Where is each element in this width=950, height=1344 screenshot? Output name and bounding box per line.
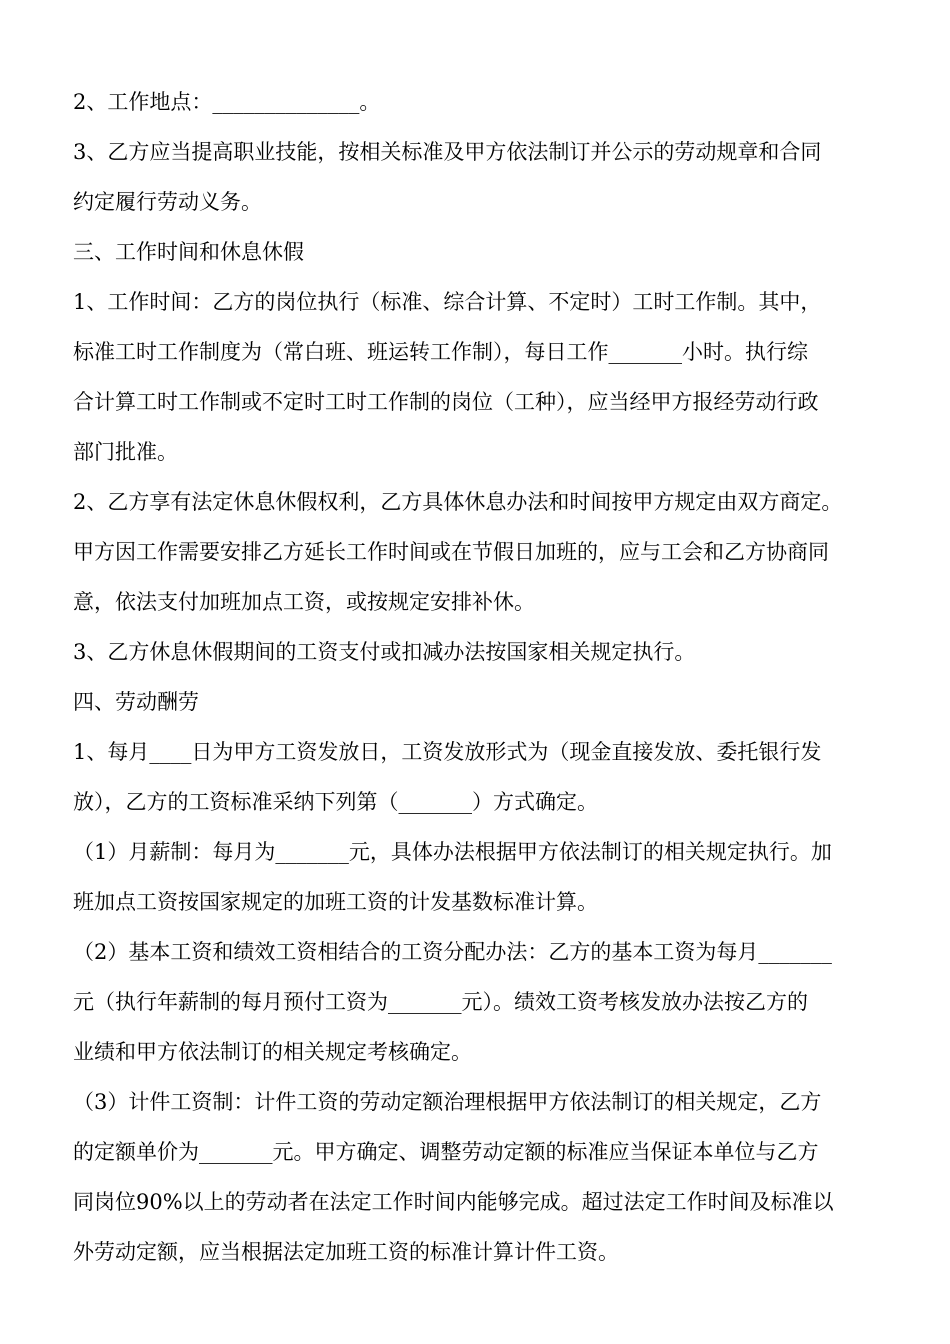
text-line: 的定额单价为_______元。甲方确定、调整劳动定额的标准应当保证本单位与乙方 xyxy=(73,1140,819,1164)
text-line: 1、工作时间：乙方的岗位执行（标准、综合计算、不定时）工时工作制。其中， xyxy=(73,290,822,314)
text-line: 1、每月____日为甲方工资发放日，工资发放形式为（现金直接发放、委托银行发 xyxy=(73,740,822,764)
text-line: 同岗位90%以上的劳动者在法定工作时间内能够完成。超过法定工作时间及标准以 xyxy=(73,1190,834,1214)
section-heading: 三、工作时间和休息休假 xyxy=(73,240,304,264)
text-line: （1）月薪制：每月为_______元，具体办法根据甲方依法制订的相关规定执行。加 xyxy=(73,840,832,864)
text-line: 3、乙方应当提高职业技能，按相关标准及甲方依法制订并公示的劳动规章和合同 xyxy=(73,140,822,164)
text-line: 外劳动定额，应当根据法定加班工资的标准计算计件工资。 xyxy=(73,1240,619,1264)
section-heading: 四、劳动酬劳 xyxy=(73,690,199,714)
text-line: 甲方因工作需要安排乙方延长工作时间或在节假日加班的，应与工会和乙方协商同 xyxy=(73,540,829,564)
text-line: 标准工时工作制度为（常白班、班运转工作制），每日工作_______小时。执行综 xyxy=(73,340,808,364)
text-line: 放），乙方的工资标准采纳下列第（_______）方式确定。 xyxy=(73,790,598,814)
text-line: 3、乙方休息休假期间的工资支付或扣减办法按国家相关规定执行。 xyxy=(73,640,696,664)
text-line: 意，依法支付加班加点工资，或按规定安排补休。 xyxy=(73,590,535,614)
text-line: （3）计件工资制：计件工资的劳动定额治理根据甲方依法制订的相关规定，乙方 xyxy=(73,1090,822,1114)
text-line: 约定履行劳动义务。 xyxy=(73,190,262,214)
text-line: 元（执行年薪制的每月预付工资为_______元）。绩效工资考核发放办法按乙方的 xyxy=(73,990,808,1014)
text-line: 合计算工时工作制或不定时工时工作制的岗位（工种），应当经甲方报经劳动行政 xyxy=(73,390,819,414)
text-line: 班加点工资按国家规定的加班工资的计发基数标准计算。 xyxy=(73,890,598,914)
document-body xyxy=(73,77,881,1277)
text-line: 2、乙方享有法定休息休假权利，乙方具体休息办法和时间按甲方规定由双方商定。 xyxy=(73,490,843,514)
text-line: 部门批准。 xyxy=(73,440,178,464)
text-line: （2）基本工资和绩效工资相结合的工资分配办法：乙方的基本工资为每月_______ xyxy=(73,940,832,964)
text-line: 2、工作地点：______________。 xyxy=(73,90,381,114)
text-line: 业绩和甲方依法制订的相关规定考核确定。 xyxy=(73,1040,472,1064)
